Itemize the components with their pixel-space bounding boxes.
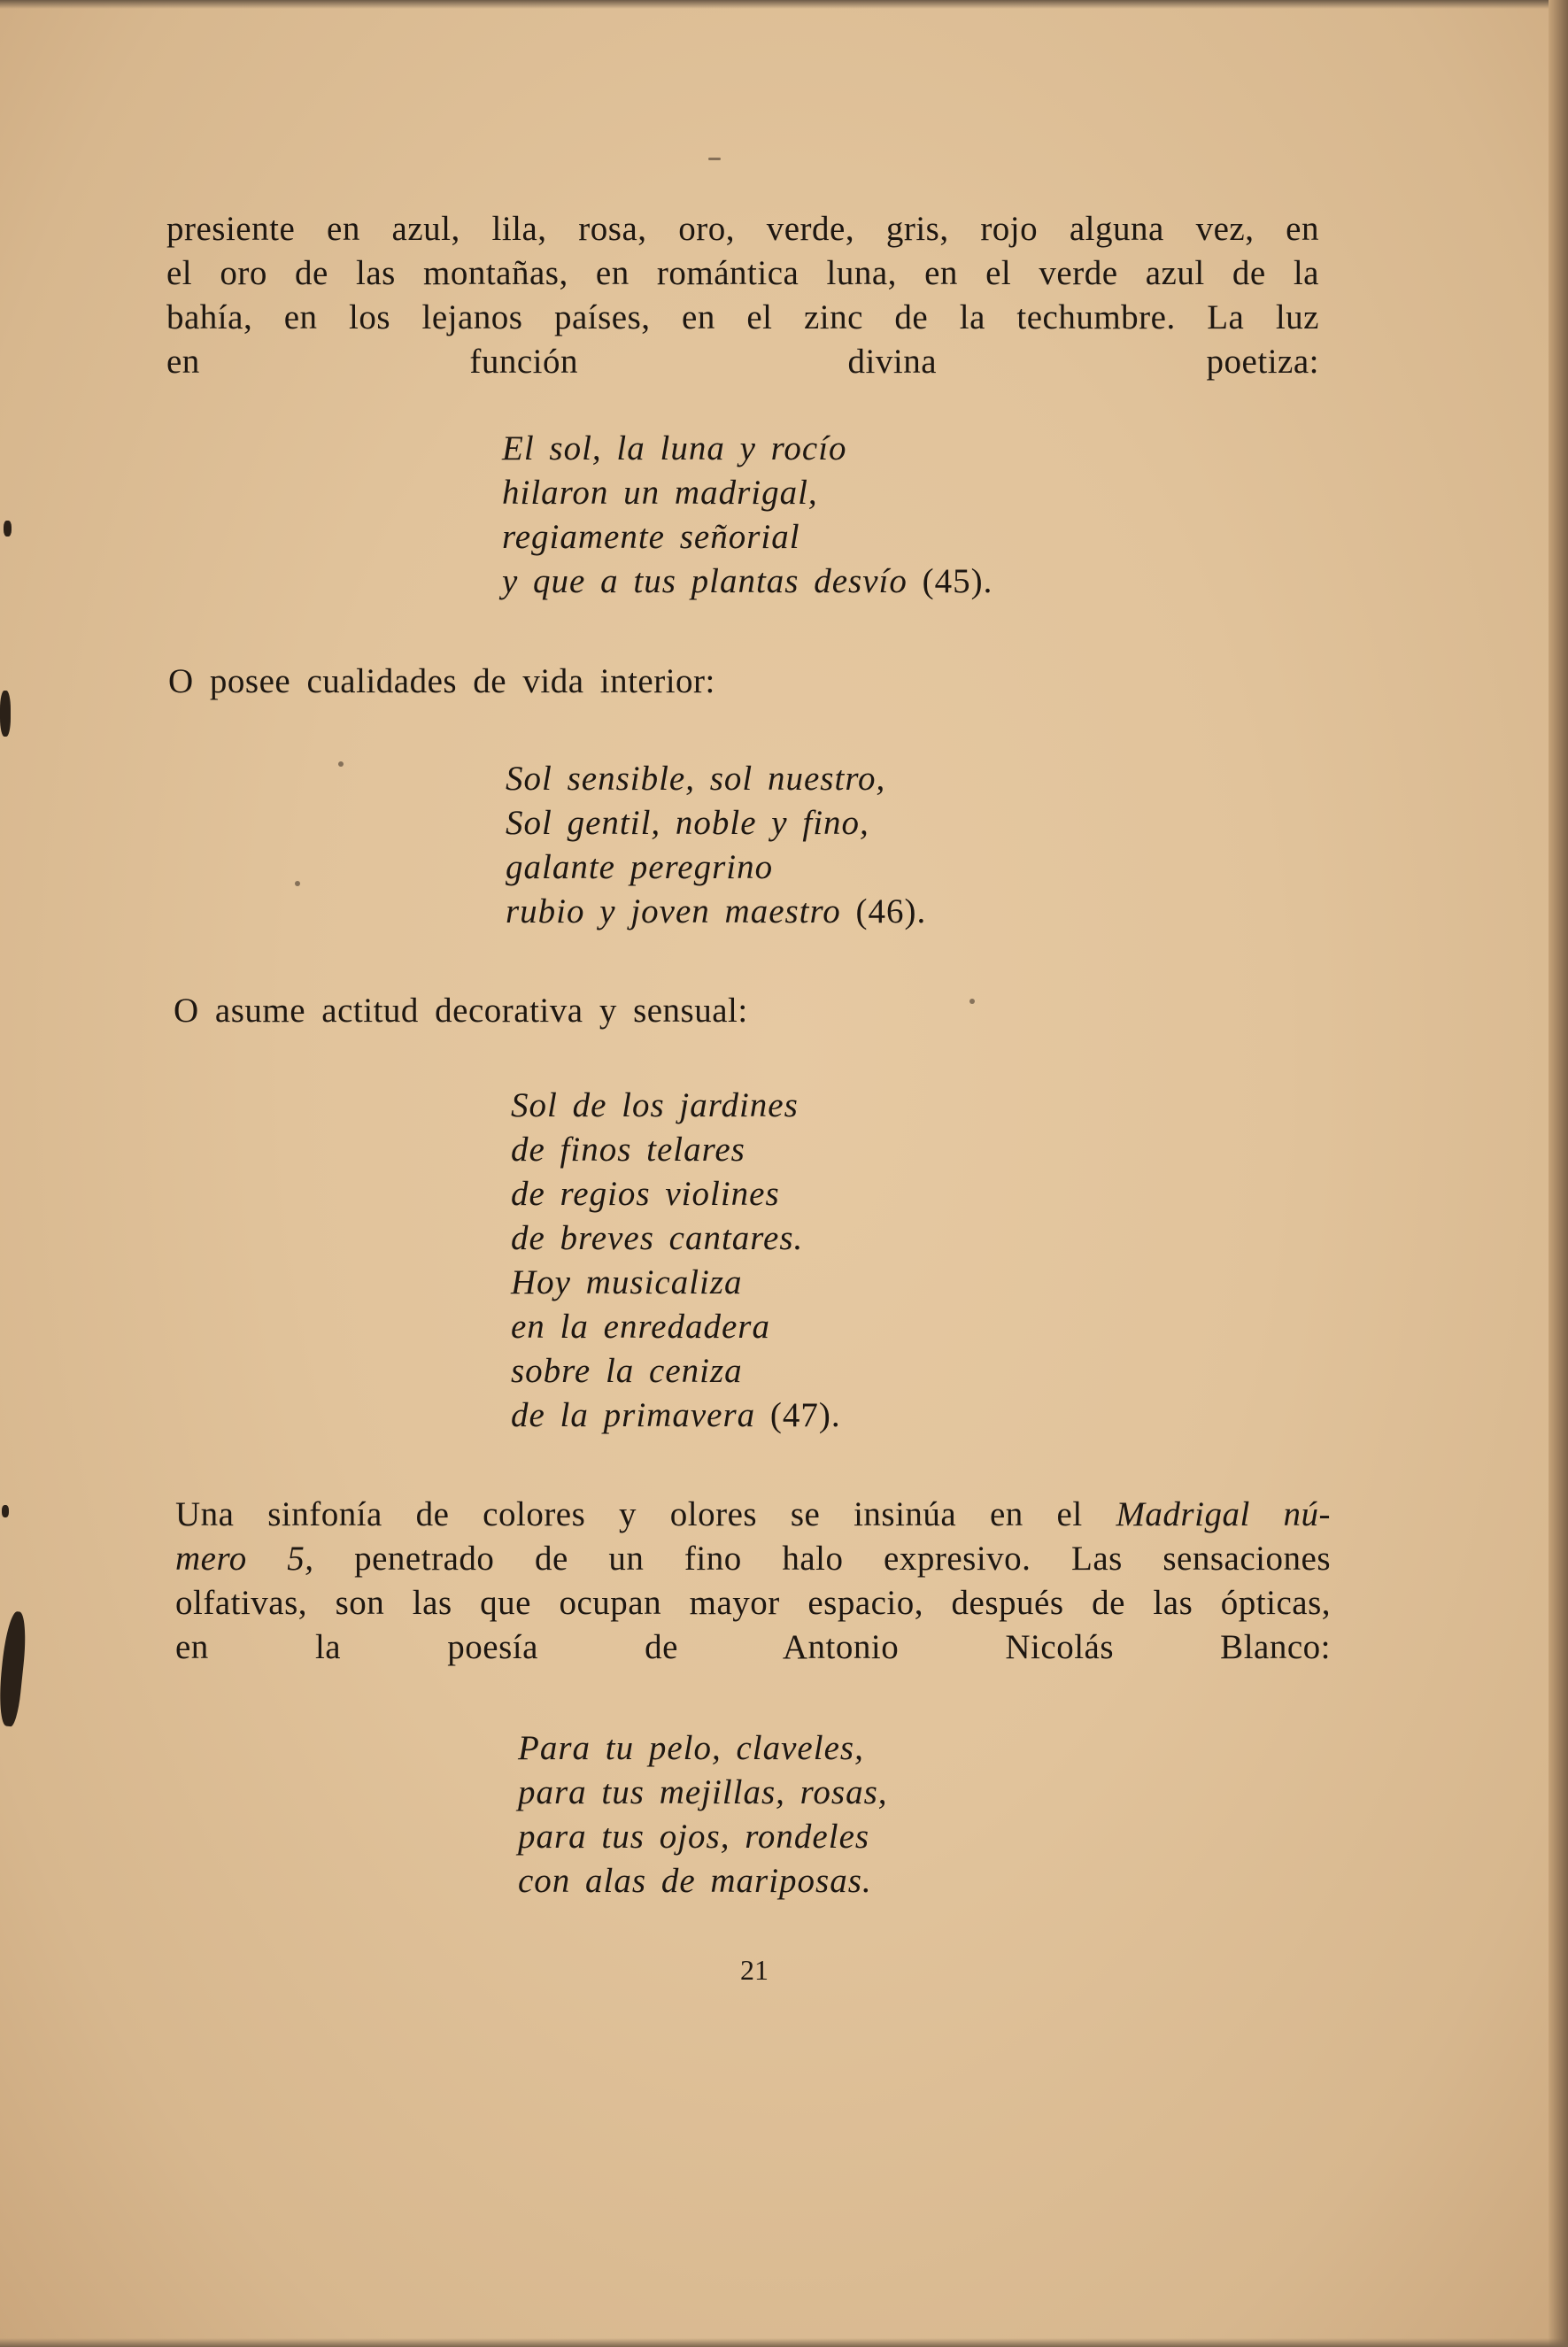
poem-line: El sol, la luna y rocío xyxy=(502,429,847,467)
poem-line-text: rubio y joven maestro xyxy=(506,892,841,930)
intro-inner-life: O posee cualidades de vida interior: xyxy=(168,662,715,700)
poem-quote-46 xyxy=(506,757,926,934)
paper-speck xyxy=(969,999,975,1004)
paper-speck xyxy=(338,761,344,767)
poem-line: con alas de mariposas. xyxy=(518,1862,872,1900)
poem-line: Sol sensible, sol nuestro, xyxy=(506,760,886,798)
intro-decorative: O asume actitud decorativa y sensual: xyxy=(174,992,748,1030)
paragraph-text: Una sinfonía de colores y olores se insinúa en el xyxy=(175,1495,1083,1533)
paragraph-line: en la poesía de Antonio Nicolás Blanco: xyxy=(175,1628,1331,1666)
page-number: 21 xyxy=(740,1954,769,1986)
citation: (47). xyxy=(769,1396,841,1434)
citation: (45). xyxy=(922,562,993,600)
work-title: mero 5, xyxy=(175,1540,314,1578)
poem-line-text: de la primavera xyxy=(511,1396,756,1434)
poem-line: Para tu pelo, claveles, xyxy=(518,1729,864,1767)
paragraph-line: olfativas, son las que ocupan mayor espacio, después de las ópticas, xyxy=(175,1584,1331,1622)
poem-line: para tus ojos, rondeles xyxy=(518,1818,870,1856)
paragraph-light-colors xyxy=(166,207,1319,384)
paragraph-line xyxy=(175,1493,1331,1537)
ink-smudge xyxy=(0,1610,29,1727)
work-title: Madrigal nú- xyxy=(1116,1495,1332,1533)
poem-line: de finos telares xyxy=(511,1131,745,1169)
poem-line: en la enredadera xyxy=(511,1308,770,1346)
poem-line: Sol gentil, noble y fino, xyxy=(506,804,869,842)
poem-line: de regios violines xyxy=(511,1175,780,1213)
poem-line xyxy=(506,890,926,934)
ink-smudge xyxy=(4,521,12,537)
poem-line: para tus mejillas, rosas, xyxy=(518,1773,888,1811)
poem-quote-claveles xyxy=(518,1726,888,1903)
poem-line xyxy=(502,560,993,604)
paper-speck xyxy=(708,158,721,160)
ink-smudge xyxy=(0,691,11,737)
poem-line: hilaron un madrigal, xyxy=(502,474,818,512)
poem-quote-47 xyxy=(511,1084,841,1438)
page-top-edge xyxy=(0,0,1568,9)
paragraph-line: el oro de las montañas, en romántica luna, en el verde azul de la xyxy=(166,254,1319,292)
poem-line: galante peregrino xyxy=(506,848,774,886)
citation: (46). xyxy=(855,892,927,930)
paragraph-text: penetrado de un fino halo expresivo. Las sensaciones xyxy=(354,1540,1331,1578)
paragraph-line: en función divina poetiza: xyxy=(166,343,1319,381)
poem-line: sobre la ceniza xyxy=(511,1352,743,1390)
poem-line: Hoy musicaliza xyxy=(511,1263,743,1301)
ink-smudge xyxy=(2,1505,9,1517)
page-bottom-edge xyxy=(0,2338,1568,2347)
page-right-edge xyxy=(1549,0,1568,2347)
poem-line xyxy=(511,1394,841,1438)
paragraph-symphony xyxy=(175,1493,1331,1670)
paragraph-line xyxy=(175,1537,1331,1581)
poem-quote-45 xyxy=(502,427,993,604)
poem-line: Sol de los jardines xyxy=(511,1086,799,1124)
poem-line: de breves cantares. xyxy=(511,1219,804,1257)
poem-line: regiamente señorial xyxy=(502,518,800,556)
paper-speck xyxy=(295,881,300,886)
paragraph-line: bahía, en los lejanos países, en el zinc de la techumbre. La luz xyxy=(166,298,1319,336)
poem-line-text: y que a tus plantas desvío xyxy=(502,562,908,600)
paragraph-line: presiente en azul, lila, rosa, oro, verde, gris, rojo alguna vez, en xyxy=(166,210,1319,248)
